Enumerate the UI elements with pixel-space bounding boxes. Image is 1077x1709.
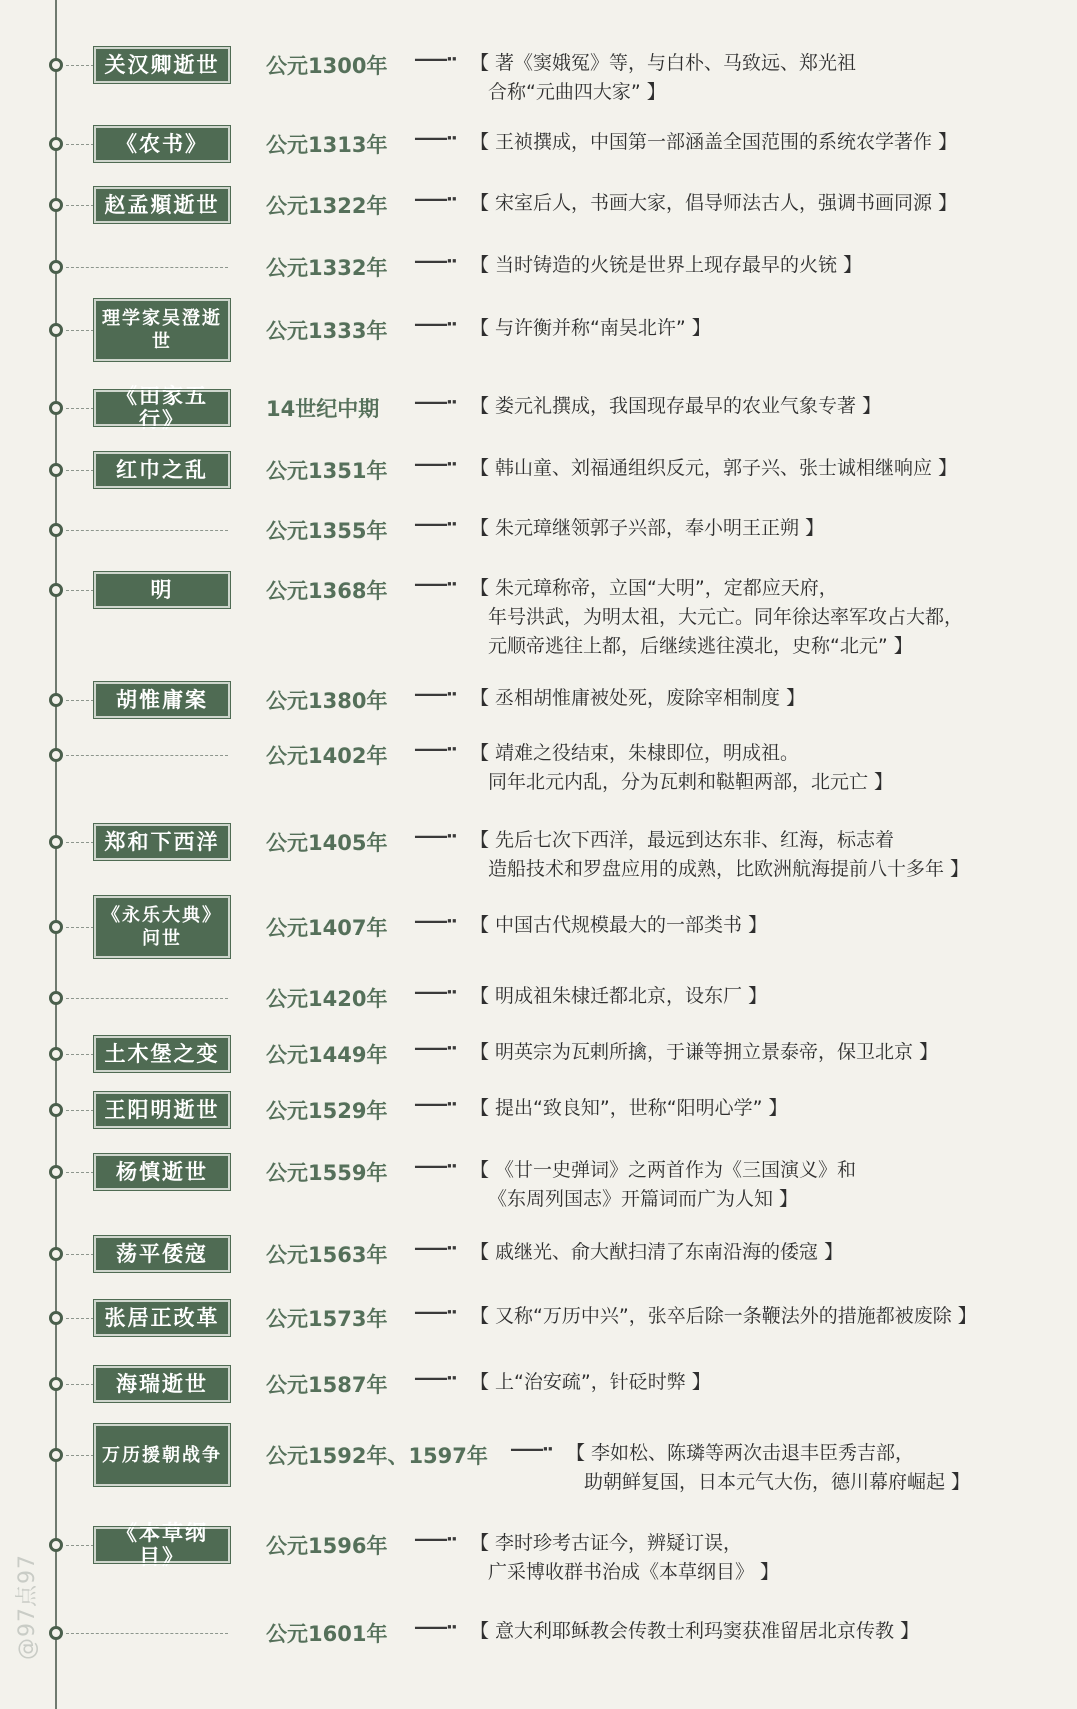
- event-label: 红巾之乱: [94, 452, 230, 488]
- arrow-connector: ——··: [414, 49, 456, 70]
- description-line: 【 《廿一史弹词》之两首作为《三国演义》和: [470, 1159, 857, 1181]
- event-date: 公元1332年: [266, 256, 388, 280]
- description-line: 【 提出“致良知”，世称“阳明心学” 】: [470, 1097, 788, 1119]
- timeline-node: [49, 1377, 63, 1391]
- connector-line: [66, 65, 94, 66]
- connector-line: [66, 1110, 94, 1111]
- timeline-node: [49, 401, 63, 415]
- event-date: 公元1405年: [266, 831, 388, 855]
- timeline-node: [49, 920, 63, 934]
- arrow-connector: ——··: [414, 982, 456, 1003]
- arrow-connector: ——··: [414, 392, 456, 413]
- event-date: 公元1313年: [266, 133, 388, 157]
- event-label: 万历援朝战争: [94, 1424, 230, 1486]
- event-label: 土木堡之变: [94, 1036, 230, 1072]
- connector-line: [66, 205, 94, 206]
- description-line: 【 与许衡并称“南吴北许” 】: [470, 317, 711, 339]
- timeline-node: [49, 1047, 63, 1061]
- event-label: 杨慎逝世: [94, 1154, 230, 1190]
- event-label: 《本草纲目》: [94, 1527, 230, 1563]
- description-line: 广采博收群书治成《本草纲目》 】: [488, 1561, 780, 1583]
- description-line: 【 戚继光、俞大猷扫清了东南沿海的倭寇 】: [470, 1241, 844, 1263]
- event-description: [470, 1368, 711, 1397]
- arrow-connector: ——··: [510, 1439, 552, 1460]
- description-line: 同年北元内乱，分为瓦剌和鞑靼两部，北元亡 】: [488, 771, 894, 793]
- event-date: 公元1355年: [266, 519, 388, 543]
- event-date: 公元1368年: [266, 579, 388, 603]
- event-date: 公元1596年: [266, 1534, 388, 1558]
- event-description: [470, 128, 957, 157]
- connector-line: [66, 590, 94, 591]
- arrow-connector: ——··: [414, 1156, 456, 1177]
- event-date: 公元1529年: [266, 1099, 388, 1123]
- description-line: 【 丞相胡惟庸被处死，废除宰相制度 】: [470, 687, 806, 709]
- event-date: 公元1563年: [266, 1243, 388, 1267]
- event-label: 《田家五行》: [94, 390, 230, 426]
- arrow-connector: ——··: [414, 251, 456, 272]
- event-description: [470, 1238, 843, 1267]
- connector-line: [66, 408, 94, 409]
- event-label: 理学家吴澄逝世: [94, 299, 230, 361]
- event-date: 公元1402年: [266, 744, 388, 768]
- event-description: [470, 251, 862, 280]
- timeline-node: [49, 835, 63, 849]
- watermark: @97点97: [15, 1554, 40, 1660]
- description-line: 【 又称“万历中兴”，张卒后除一条鞭法外的措施都被废除 】: [470, 1305, 977, 1327]
- connector-line: [66, 700, 94, 701]
- connector-line: [66, 1254, 94, 1255]
- event-date: 公元1559年: [266, 1161, 388, 1185]
- description-line: 造船技术和罗盘应用的成熟，比欧洲航海提前八十多年 】: [488, 858, 970, 880]
- event-description: [470, 189, 957, 218]
- description-line: 【 王祯撰成，中国第一部涵盖全国范围的系统农学著作 】: [470, 131, 958, 153]
- arrow-connector: ——··: [414, 574, 456, 595]
- event-date: 公元1420年: [266, 987, 388, 1011]
- event-description: [470, 982, 767, 1011]
- event-date: 公元1587年: [266, 1373, 388, 1397]
- description-line: 【 明英宗为瓦剌所擒，于谦等拥立景泰帝，保卫北京 】: [470, 1041, 939, 1063]
- description-line: 【 李时珍考古证今，辨疑订误，: [470, 1532, 743, 1554]
- event-description: [470, 1302, 977, 1331]
- description-line: 【 娄元礼撰成，我国现存最早的农业气象专著 】: [470, 395, 882, 417]
- connector-line: [66, 1455, 94, 1456]
- event-description: [470, 739, 893, 797]
- event-description: [470, 49, 856, 107]
- arrow-connector: ——··: [414, 1238, 456, 1259]
- event-description: [470, 1156, 856, 1214]
- timeline-node: [49, 323, 63, 337]
- timeline-node: [49, 693, 63, 707]
- connector-line: [66, 1318, 94, 1319]
- description-line: 【 朱元璋称帝，立国“大明”，定都应天府，: [470, 577, 838, 599]
- event-description: [470, 684, 805, 713]
- event-description: [470, 1094, 787, 1123]
- arrow-connector: ——··: [414, 911, 456, 932]
- timeline-node: [49, 198, 63, 212]
- event-label: 《永乐大典》问世: [94, 896, 230, 958]
- event-description: [470, 1529, 779, 1587]
- arrow-connector: ——··: [414, 1302, 456, 1323]
- connector-line: [66, 1054, 94, 1055]
- event-label: 荡平倭寇: [94, 1236, 230, 1272]
- event-date: 公元1300年: [266, 54, 388, 78]
- event-label: 张居正改革: [94, 1300, 230, 1336]
- timeline-node: [49, 1165, 63, 1179]
- connector-line: [66, 1172, 94, 1173]
- arrow-connector: ——··: [414, 1617, 456, 1638]
- event-description: [470, 1617, 919, 1646]
- event-label: 关汉卿逝世: [94, 47, 230, 83]
- arrow-connector: ——··: [414, 1529, 456, 1550]
- event-label: 《农书》: [94, 126, 230, 162]
- event-label: 胡惟庸案: [94, 682, 230, 718]
- event-date: 公元1573年: [266, 1307, 388, 1331]
- event-date: 公元1380年: [266, 689, 388, 713]
- description-line: 【 明成祖朱棣迁都北京，设东厂 】: [470, 985, 768, 1007]
- arrow-connector: ——··: [414, 739, 456, 760]
- connector-line: [66, 470, 94, 471]
- description-line: 【 朱元璋继领郭子兴部，奉小明王正朔 】: [470, 517, 825, 539]
- event-date: 公元1333年: [266, 319, 388, 343]
- arrow-connector: ——··: [414, 1368, 456, 1389]
- timeline-node: [49, 1626, 63, 1640]
- event-date: 14世纪中期: [266, 397, 380, 421]
- description-line: 【 著《窦娥冤》等，与白朴、马致远、郑光祖: [470, 52, 857, 74]
- arrow-connector: ——··: [414, 826, 456, 847]
- timeline-node: [49, 260, 63, 274]
- event-label: 明: [94, 572, 230, 608]
- arrow-connector: ——··: [414, 1094, 456, 1115]
- description-line: 年号洪武，为明太祖，大元亡。同年徐达率军攻占大都，: [488, 606, 964, 628]
- event-date: 公元1407年: [266, 916, 388, 940]
- description-line: 【 先后七次下西洋，最远到达东非、红海，标志着: [470, 829, 895, 851]
- description-line: 【 靖难之役结束，朱棣即位，明成祖。: [470, 742, 800, 764]
- arrow-connector: ——··: [414, 684, 456, 705]
- connector-line: [66, 530, 228, 531]
- description-line: 【 当时铸造的火铳是世界上现存最早的火铳 】: [470, 254, 863, 276]
- connector-line: [66, 144, 94, 145]
- event-description: [470, 911, 767, 940]
- timeline-node: [49, 463, 63, 477]
- event-description: [470, 392, 881, 421]
- connector-line: [66, 927, 94, 928]
- arrow-connector: ——··: [414, 1038, 456, 1059]
- description-line: 【 中国古代规模最大的一部类书 】: [470, 914, 768, 936]
- event-label: 郑和下西洋: [94, 824, 230, 860]
- connector-line: [66, 267, 228, 268]
- timeline-node: [49, 1103, 63, 1117]
- event-description: [470, 314, 711, 343]
- timeline-node: [49, 991, 63, 1005]
- arrow-connector: ——··: [414, 128, 456, 149]
- timeline-node: [49, 1247, 63, 1261]
- connector-line: [66, 330, 94, 331]
- connector-line: [66, 1633, 228, 1634]
- description-line: 【 韩山童、刘福通组织反元，郭子兴、张士诚相继响应 】: [470, 457, 958, 479]
- timeline-node: [49, 1538, 63, 1552]
- timeline-node: [49, 748, 63, 762]
- connector-line: [66, 842, 94, 843]
- description-line: 【 李如松、陈璘等两次击退丰臣秀吉部，: [566, 1442, 915, 1464]
- connector-line: [66, 755, 228, 756]
- event-date: 公元1351年: [266, 459, 388, 483]
- connector-line: [66, 1545, 94, 1546]
- description-line: 合称“元曲四大家” 】: [488, 81, 666, 103]
- timeline-node: [49, 58, 63, 72]
- arrow-connector: ——··: [414, 454, 456, 475]
- event-date: 公元1592年、1597年: [266, 1444, 488, 1468]
- event-description: [470, 1038, 938, 1067]
- description-line: 【 意大利耶稣教会传教士利玛窦获准留居北京传教 】: [470, 1620, 920, 1642]
- description-line: 元顺帝逃往上都，后继续逃往漠北，史称“北元” 】: [488, 635, 913, 657]
- description-line: 【 上“治安疏”，针砭时弊 】: [470, 1371, 711, 1393]
- arrow-connector: ——··: [414, 314, 456, 335]
- event-description: [470, 826, 969, 884]
- timeline-node: [49, 523, 63, 537]
- event-description: [470, 454, 957, 483]
- event-date: 公元1449年: [266, 1043, 388, 1067]
- event-date: 公元1322年: [266, 194, 388, 218]
- connector-line: [66, 1384, 94, 1385]
- timeline-node: [49, 1311, 63, 1325]
- event-date: 公元1601年: [266, 1622, 388, 1646]
- timeline-node: [49, 137, 63, 151]
- event-description: [470, 574, 963, 661]
- timeline-node: [49, 1448, 63, 1462]
- description-line: 《东周列国志》开篇词而广为人知 】: [488, 1188, 799, 1210]
- connector-line: [66, 998, 228, 999]
- event-label: 海瑞逝世: [94, 1366, 230, 1402]
- event-label: 赵孟頫逝世: [94, 187, 230, 223]
- timeline-node: [49, 583, 63, 597]
- arrow-connector: ——··: [414, 189, 456, 210]
- description-line: 【 宋室后人，书画大家，倡导师法古人，强调书画同源 】: [470, 192, 958, 214]
- event-description: [566, 1439, 970, 1497]
- arrow-connector: ——··: [414, 514, 456, 535]
- description-line: 助朝鲜复国，日本元气大伤，德川幕府崛起 】: [584, 1471, 971, 1493]
- event-label: 王阳明逝世: [94, 1092, 230, 1128]
- event-description: [470, 514, 824, 543]
